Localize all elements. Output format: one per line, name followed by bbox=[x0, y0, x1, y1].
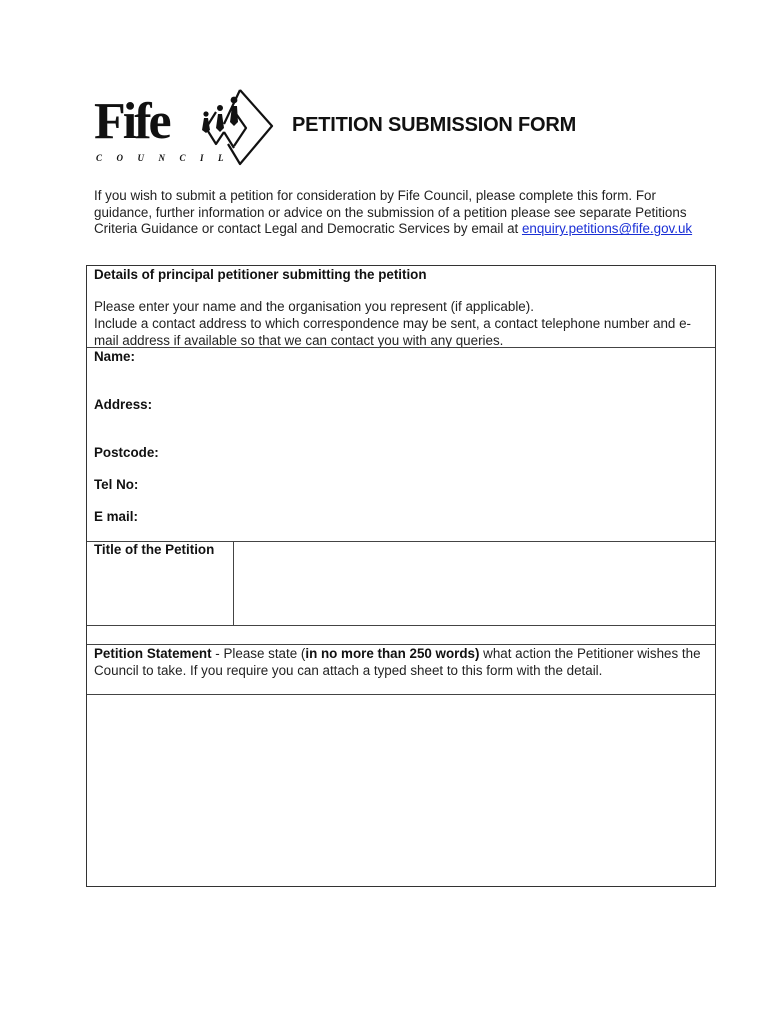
petition-statement-field[interactable] bbox=[87, 695, 715, 886]
tel-label: Tel No: bbox=[94, 477, 139, 492]
details-instruction-1: Please enter your name and the organisation you represent (if applicable). bbox=[94, 299, 534, 314]
title-of-petition-field[interactable] bbox=[234, 542, 716, 625]
postcode-label: Postcode: bbox=[94, 445, 159, 460]
address-label: Address: bbox=[94, 397, 153, 412]
logo-council-text: COUNCIL bbox=[96, 153, 239, 163]
statement-instructions bbox=[94, 646, 706, 679]
divider bbox=[87, 625, 715, 626]
details-instruction-2: Include a contact address to which correspondence may be sent, a contact telephone number and e-mail address if available so that we can contact you with any queries. bbox=[94, 316, 691, 348]
page-title: PETITION SUBMISSION FORM bbox=[292, 114, 577, 136]
divider bbox=[87, 644, 715, 645]
logo-emblem-icon bbox=[194, 88, 274, 166]
statement-heading: Petition Statement bbox=[94, 646, 212, 661]
email-link[interactable]: enquiry.petitions@fife.gov.uk bbox=[521, 221, 693, 237]
contact-fields-area[interactable] bbox=[87, 348, 715, 540]
statement-text-1: - Please state ( bbox=[211, 646, 306, 661]
name-label: Name: bbox=[94, 349, 135, 364]
logo-wordmark: Fife bbox=[94, 93, 169, 150]
intro-text: If you wish to submit a petition for consideration by Fife Council, please complete this form. For guidance, further information or advice on the submission of a petition please see separate Petitions Criteria Guidance or contact Legal and Democratic Services by email at bbox=[94, 188, 687, 237]
title-of-petition-label: Title of the Petition bbox=[94, 542, 215, 557]
fife-council-logo bbox=[94, 88, 280, 166]
petition-form-table bbox=[86, 265, 716, 887]
intro-paragraph bbox=[94, 188, 704, 238]
details-heading: Details of principal petitioner submitting the petition bbox=[94, 267, 427, 282]
statement-emphasis: in no more than 250 words) bbox=[305, 646, 480, 661]
statement-text-2: what action the Petitioner wishes the Council to take. If you require you can attach a typed sheet to this form with the detail. bbox=[94, 646, 701, 678]
email-label: E mail: bbox=[94, 509, 138, 524]
